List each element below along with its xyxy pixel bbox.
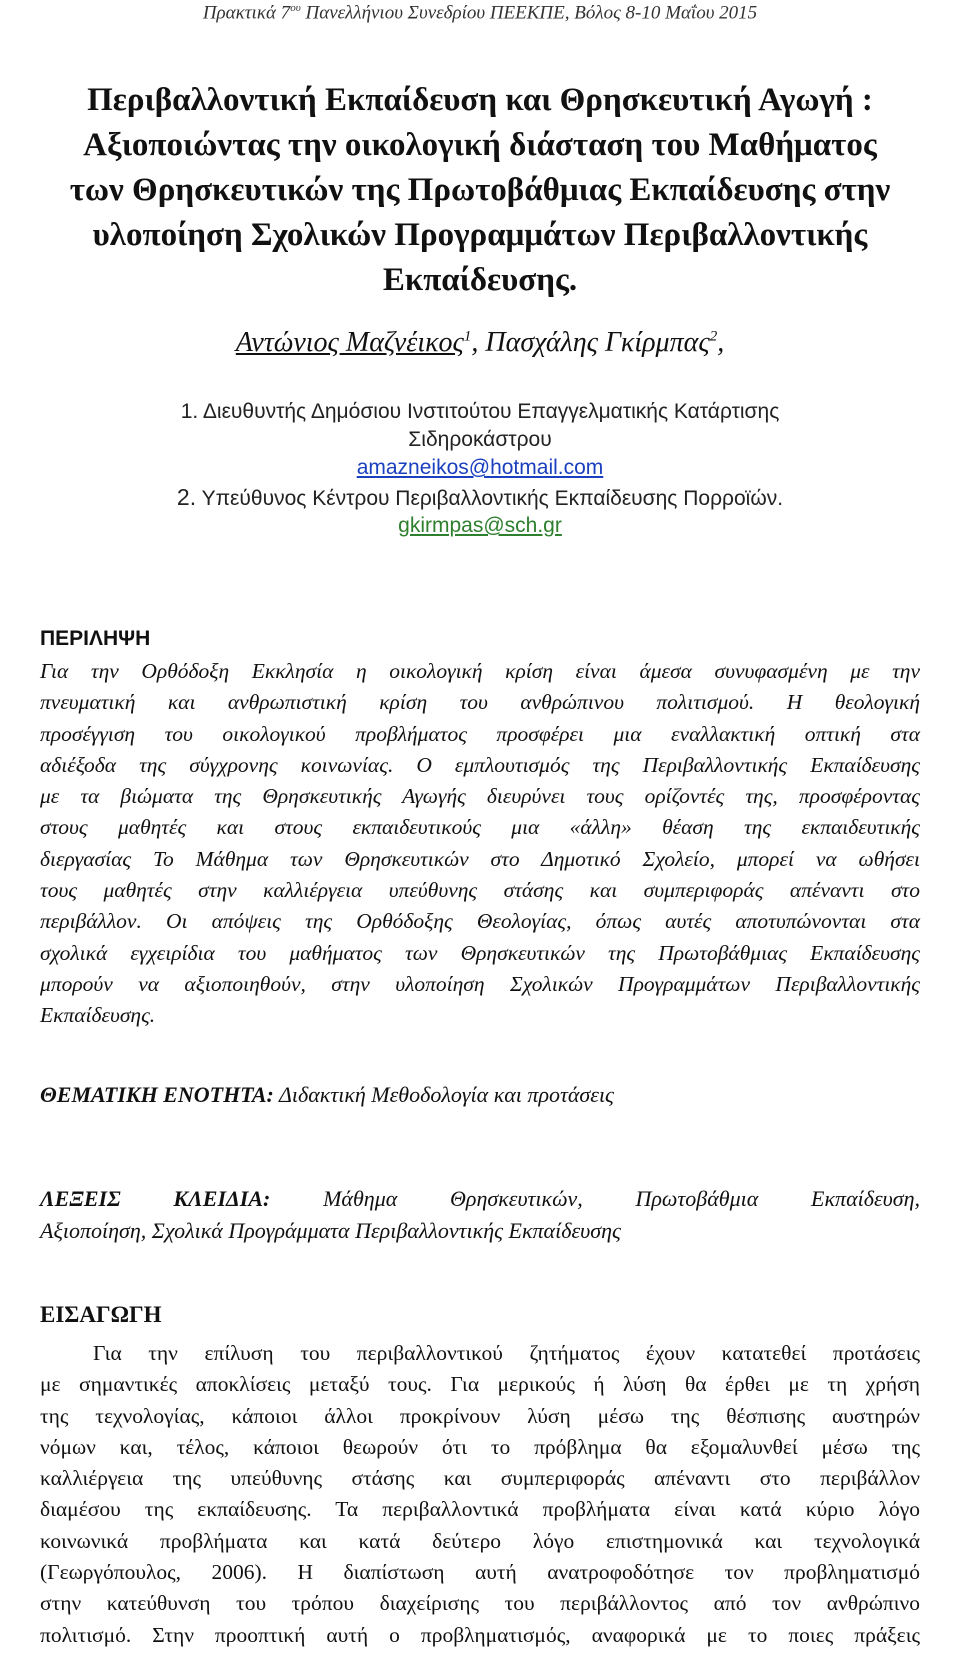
abstract-line: μπορούν να αξιοποιηθούν, στην υλοποίηση Σχολικών Προγραμμάτων Περιβαλλοντικής (40, 971, 920, 996)
introduction-body (40, 1338, 920, 1651)
paper-title (30, 78, 930, 303)
intro-line: κοινωνικά προβλήματα και κατά δεύτερο λόγο επιστημονικά και τεχνολογικά (40, 1528, 920, 1553)
intro-line: καλλιέργεια της υπεύθυνης στάσης και συμπεριφοράς απέναντι στο περιβάλλον (40, 1466, 920, 1491)
author-separator: , (471, 327, 486, 358)
abstract-line: διεργασίας Το Μάθημα των Θρησκευτικών στο Δημοτικό Σχολείο, μπορεί να ωθήσει (40, 846, 920, 871)
running-header-before-sup: Πρακτικά 7 (202, 2, 291, 24)
affiliation-2-email-row (0, 514, 960, 538)
intro-line: στην κατεύθυνση του τρόπου διαχείρισης του περιβάλλοντος από τον ανθρώπινο (40, 1591, 920, 1616)
abstract-body (40, 656, 920, 1032)
thematic-unit (40, 1082, 920, 1108)
abstract-line: προσέγγιση του οικολογικού προβλήματος προσφέρει μια εναλλακτική οπτική στα (40, 721, 920, 746)
intro-line: πολιτισμό. Στην προοπτική αυτή ο προβληματισμός, αναφορικά με το ποιες πράξεις (40, 1622, 920, 1647)
abstract-line: στους μαθητές και στους εκπαιδευτικούς μια «άλλη» θέαση της εκπαιδευτικής (40, 815, 920, 840)
affiliation-2-number: 2. (176, 484, 197, 510)
author-list (0, 327, 960, 359)
intro-line: με σημαντικές αποκλίσεις μεταξύ τους. Για μερικούς ή λύση θα έρθει με τη χρήση (40, 1372, 920, 1397)
abstract-line: με τα βιώματα της Θρησκευτικής Αγωγής διευρύνει τους ορίζοντές της, προσφέροντας (40, 784, 920, 809)
author-2-name: Πασχάλης Γκίρμπας (485, 327, 710, 358)
keywords (40, 1183, 920, 1247)
keywords-line-1 (40, 1183, 920, 1215)
intro-line: της τεχνολογίας, κάποιοι άλλοι προκρίνουν λύση μέσω της θέσπισης αυστηρών (40, 1403, 920, 1428)
thematic-unit-label: ΘΕΜΑΤΙΚΗ ΕΝΟΤΗΤΑ: (40, 1082, 274, 1107)
introduction-heading: ΕΙΣΑΓΩΓΗ (40, 1302, 162, 1327)
title-line: Αξιοποιώντας την οικολογική διάσταση του Μαθήματος (83, 127, 877, 163)
abstract-line: αδιέξοδα της σύγχρονης κοινωνίας. Ο εμπλουτισμός της Περιβαλλοντικής Εκπαίδευσης (40, 752, 920, 777)
title-line: Εκπαίδευσης. (382, 262, 578, 298)
author-1-name: Αντώνιος Μαζνέικος (235, 327, 464, 358)
abstract-line: πνευματική και ανθρωπιστική κρίση του ανθρώπινου πολιτισμού. Η θεολογική (40, 690, 920, 715)
keywords-label: ΛΕΞΕΙΣ ΚΛΕΙΔΙΑ: (40, 1186, 271, 1211)
title-line: υλοποίηση Σχολικών Προγραμμάτων Περιβαλλοντικής (92, 217, 868, 253)
abstract-line: σχολικά εγχειρίδια του μαθήματος των Θρησκευτικών της Πρωτοβάθμιας Εκπαίδευσης (40, 940, 920, 965)
running-header-after-sup: Πανελλήνιου Συνεδρίου ΠΕΕΚΠΕ, Βόλος 8-10 Μαΐου 2015 (300, 2, 758, 24)
intro-line: Για την επίλυση του περιβαλλοντικού ζητήματος έχουν κατατεθεί προτάσεις (93, 1341, 920, 1365)
author-trailing-comma: , (717, 327, 725, 358)
thematic-unit-value: Διδακτική Μεθοδολογία και προτάσεις (273, 1082, 614, 1107)
abstract-heading: ΠΕΡΙΛΗΨΗ (40, 627, 151, 650)
affiliation-1-line-1: 1. Διευθυντής Δημόσιου Ινστιτούτου Επαγγελματικής Κατάρτισης (180, 400, 780, 423)
affiliation-1-line-2: Σιδηροκάστρου (408, 428, 552, 451)
abstract-line: Εκπαίδευσης. (40, 1003, 156, 1028)
intro-line: (Γεωργόπουλος, 2006). Η διαπίστωση αυτή ανατροφοδότησε τον προβληματισμό (40, 1560, 920, 1585)
abstract-line: Για την Ορθόδοξη Εκκλησία η οικολογική κρίση είναι άμεσα συνυφασμένη με την (40, 659, 920, 683)
author-2-affiliation-mark: 2 (709, 328, 718, 345)
keywords-line-2: Αξιοποίηση, Σχολικά Προγράμματα Περιβαλλοντικής Εκπαίδευσης (40, 1218, 621, 1243)
abstract-line: τους μαθητές στην καλλιέργεια υπεύθυνης στάσης και συμπεριφοράς απέναντι στο (40, 878, 920, 903)
title-line: Περιβαλλοντική Εκπαίδευση και Θρησκευτική Αγωγή : (87, 82, 873, 118)
intro-line: διαμέσου της εκπαίδευσης. Τα περιβαλλοντικά προβλήματα είναι κατά κύριο λόγο (40, 1497, 920, 1522)
affiliation-2-line (0, 484, 960, 511)
keywords-first-terms: Μάθημα Θρησκευτικών, Πρωτοβάθμια Εκπαίδευση, (323, 1186, 920, 1211)
affiliation-1-email-row (0, 456, 960, 480)
affiliation-2-text: Υπεύθυνος Κέντρου Περιβαλλοντικής Εκπαίδευσης Πορροϊών. (196, 487, 784, 510)
author-2-email-link[interactable]: gkirmpas@sch.gr (398, 514, 562, 537)
running-header (0, 2, 960, 24)
author-1-affiliation-mark: 1 (463, 328, 472, 345)
running-header-sup: ου (290, 2, 301, 14)
title-line: των Θρησκευτικών της Πρωτοβάθμιας Εκπαίδευσης στην (69, 172, 891, 208)
author-1-email-link[interactable]: amazneikos@hotmail.com (356, 456, 604, 479)
intro-line: νόμων και, τέλος, κάποιοι θεωρούν ότι το πρόβλημα θα εξομαλυνθεί μέσω της (40, 1434, 920, 1459)
abstract-line: περιβάλλον. Οι απόψεις της Ορθόδοξης Θεολογίας, όπως αυτές αποτυπώνονται στα (40, 909, 920, 934)
